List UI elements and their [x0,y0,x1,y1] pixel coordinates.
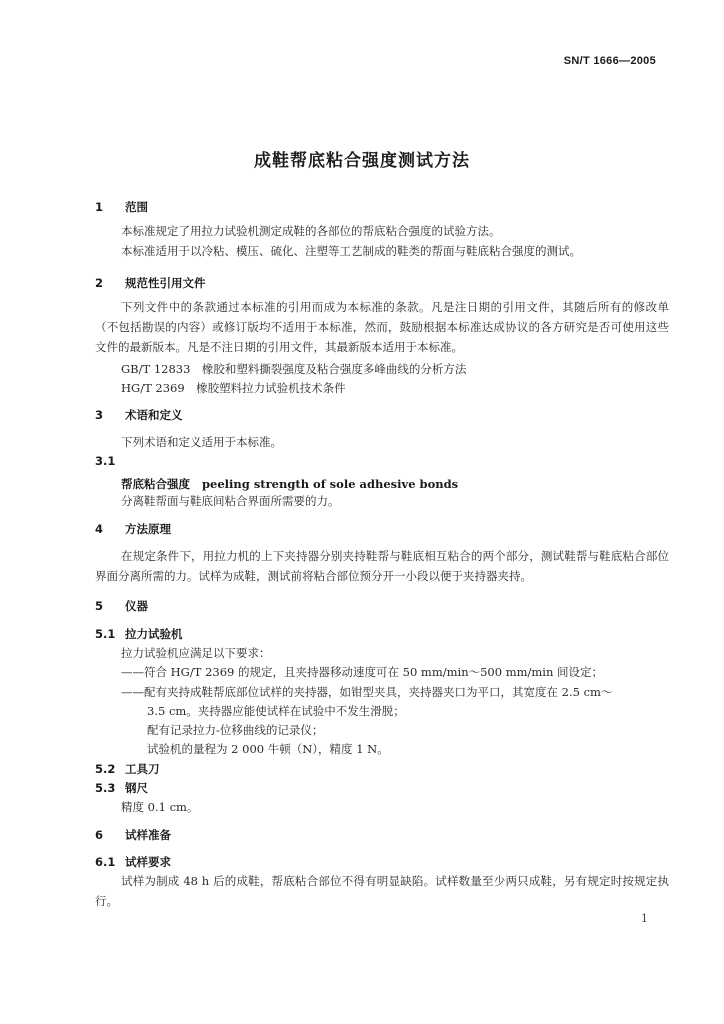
reference-item: HG/T 2369 橡胶塑料拉力试验机技术条件 [121,381,346,395]
subsection-number: 5.2 [95,762,116,776]
section-2-heading [95,275,206,291]
section-1-heading [95,199,148,215]
subsection-5-1-heading [95,626,183,642]
subsection-title: 拉力试验机 [125,627,183,641]
list-item: 配有记录拉力-位移曲线的记录仪； [147,723,324,737]
list-item-continuation: 3.5 cm。夹持器应能使试样在试验中不发生滑脱； [147,704,405,718]
subsection-title: 钢尺 [125,781,148,795]
subsection-5-2-heading [95,761,160,777]
subsection-number: 5.3 [95,781,116,795]
section-title: 规范性引用文件 [125,276,206,290]
section-number: 1 [95,200,104,214]
section-title: 试样准备 [125,828,171,842]
subsection-number: 5.1 [95,627,116,641]
section-title: 仪器 [125,599,148,613]
list-item: ——符合 HG/T 2369 的规定，且夹持器移动速度可在 50 mm/min～500 mm/min 间设定； [121,665,604,679]
list-item: 拉力试验机应满足以下要求： [121,646,271,660]
subsection-5-3-heading [95,780,148,796]
section-3-heading [95,407,183,423]
section-5-heading [95,598,148,614]
section-number: 6 [95,828,104,842]
term-chinese: 帮底粘合强度 [121,477,190,491]
section-title: 范围 [125,200,148,214]
list-item: ——配有夹持成鞋帮底部位试样的夹持器，如钳型夹具，夹持器夹口为平口，其宽度在 2.5 cm～ [121,685,613,699]
section-title: 术语和定义 [125,408,183,422]
section-4-heading [95,521,171,537]
section-number: 5 [95,599,104,613]
section-6-heading [95,827,171,843]
paragraph: 下列术语和定义适用于本标准。 [121,435,282,449]
term-entry [121,473,458,492]
paragraph: 在规定条件下，用拉力机的上下夹持器分别夹持鞋帮与鞋底相互粘合的两个部分，测试鞋帮与鞋底粘合部位界面分离所需的力。试样为成鞋，测试前将粘合部位预分开一小段以便于夹持器夹持。 [95,549,669,583]
document-title: 成鞋帮底粘合强度测试方法 [254,151,470,171]
section-title: 方法原理 [125,522,171,536]
paragraph: 精度 0.1 cm。 [121,800,199,814]
section-number: 3 [95,408,104,422]
section-number: 4 [95,522,104,536]
list-item: 试验机的量程为 2 000 牛顿（N），精度 1 N。 [147,742,389,756]
paragraph: 下列文件中的条款通过本标准的引用而成为本标准的条款。凡是注日期的引用文件，其随后所有的修改单（不包括勘误的内容）或修订版均不适用于本标准，然而，鼓励根据本标准达成协议的各方研究是否可使用这些文件的最新版本。凡是不注日期的引用文件，其最新版本适用于本标准。 [95,300,669,354]
subsection-title: 工具刀 [125,762,160,776]
subsection-6-1-heading [95,854,171,870]
paragraph: 本标准适用于以冷粘、模压、硫化、注塑等工艺制成的鞋类的帮面与鞋底粘合强度的测试。 [121,244,581,258]
standard-code: SN/T 1666—2005 [563,55,656,67]
definition: 分离鞋帮面与鞋底间粘合界面所需要的力。 [121,494,340,508]
subsection-number: 6.1 [95,855,116,869]
page-number: 1 [641,912,648,925]
subsection-number: 3.1 [95,454,116,468]
reference-item: GB/T 12833 橡胶和塑料撕裂强度及粘合强度多峰曲线的分析方法 [121,362,467,376]
subsection-title: 试样要求 [125,855,171,869]
term-english: peeling strength of sole adhesive bonds [202,477,459,491]
section-number: 2 [95,276,104,290]
paragraph: 本标准规定了用拉力试验机测定成鞋的各部位的帮底粘合强度的试验方法。 [121,224,501,238]
paragraph: 试样为制成 48 h 后的成鞋，帮底粘合部位不得有明显缺陷。试样数量至少两只成鞋，另有规定时按规定执行。 [95,874,669,908]
